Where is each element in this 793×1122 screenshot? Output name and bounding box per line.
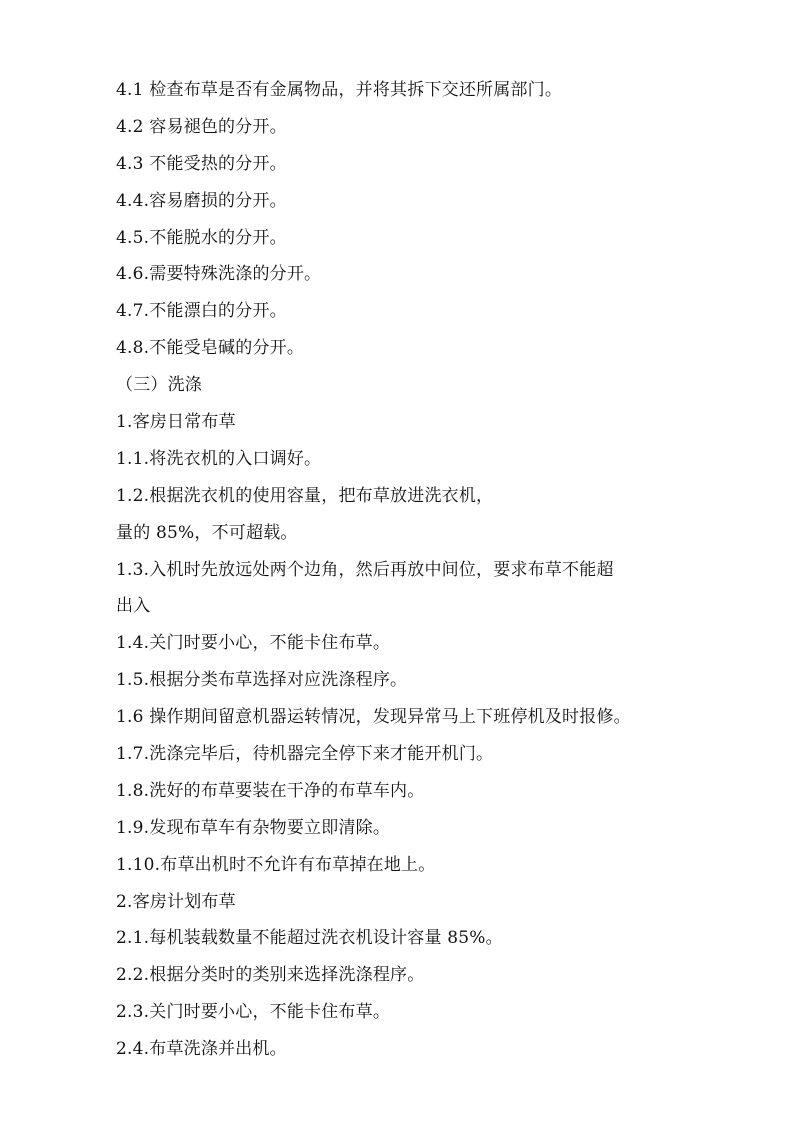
text-line: 2.2.根据分类时的类别来选择洗涤程序。 xyxy=(116,965,425,986)
text-line: 量的 85%，不可超载。 xyxy=(116,522,298,543)
text-line: 1.3.入机时先放远处两个边角，然后再放中间位，要求布草不能超 xyxy=(116,559,614,580)
text-line: 1.6 操作期间留意机器运转情况，发现异常马上下班停机及时报修。 xyxy=(116,707,631,728)
text-line: 1.2.根据洗衣机的使用容量，把布草放进洗衣机， xyxy=(116,485,494,506)
text-line: 4.4.容易磨损的分开。 xyxy=(116,190,287,211)
subsection-heading: 1.客房日常布草 xyxy=(116,412,236,433)
text-line: 1.9.发现布草车有杂物要立即清除。 xyxy=(116,817,391,838)
section-heading: （三）洗涤 xyxy=(116,375,202,396)
text-line: 1.5.根据分类布草选择对应洗涤程序。 xyxy=(116,670,408,691)
text-line: 4.3 不能受热的分开。 xyxy=(116,153,287,174)
text-line: 4.2 容易褪色的分开。 xyxy=(116,116,287,137)
text-line: 4.5.不能脱水的分开。 xyxy=(116,227,287,248)
text-line: 1.7.洗涤完毕后，待机器完全停下来才能开机门。 xyxy=(116,744,494,765)
text-line: 1.8.洗好的布草要装在干净的布草车内。 xyxy=(116,780,425,801)
text-line: 1.10.布草出机时不允许有布草掉在地上。 xyxy=(116,854,436,875)
text-line: 2.3.关门时要小心，不能卡住布草。 xyxy=(116,1002,391,1023)
text-line: 1.4.关门时要小心，不能卡住布草。 xyxy=(116,633,391,654)
text-line: 2.1.每机装载数量不能超过洗衣机设计容量 85%。 xyxy=(116,928,503,949)
text-line: 2.4.布草洗涤并出机。 xyxy=(116,1039,287,1060)
text-line: 出入 xyxy=(116,596,151,617)
document-body xyxy=(116,72,716,1068)
text-line: 4.8.不能受皂碱的分开。 xyxy=(116,338,305,359)
text-line: 1.1.将洗衣机的入口调好。 xyxy=(116,448,322,469)
text-line: 4.7.不能漂白的分开。 xyxy=(116,301,287,322)
subsection-heading: 2.客房计划布草 xyxy=(116,891,236,912)
text-line: 4.6.需要特殊洗涤的分开。 xyxy=(116,264,322,285)
text-line: 4.1 检查布草是否有金属物品，并将其拆下交还所属部门。 xyxy=(116,80,563,100)
